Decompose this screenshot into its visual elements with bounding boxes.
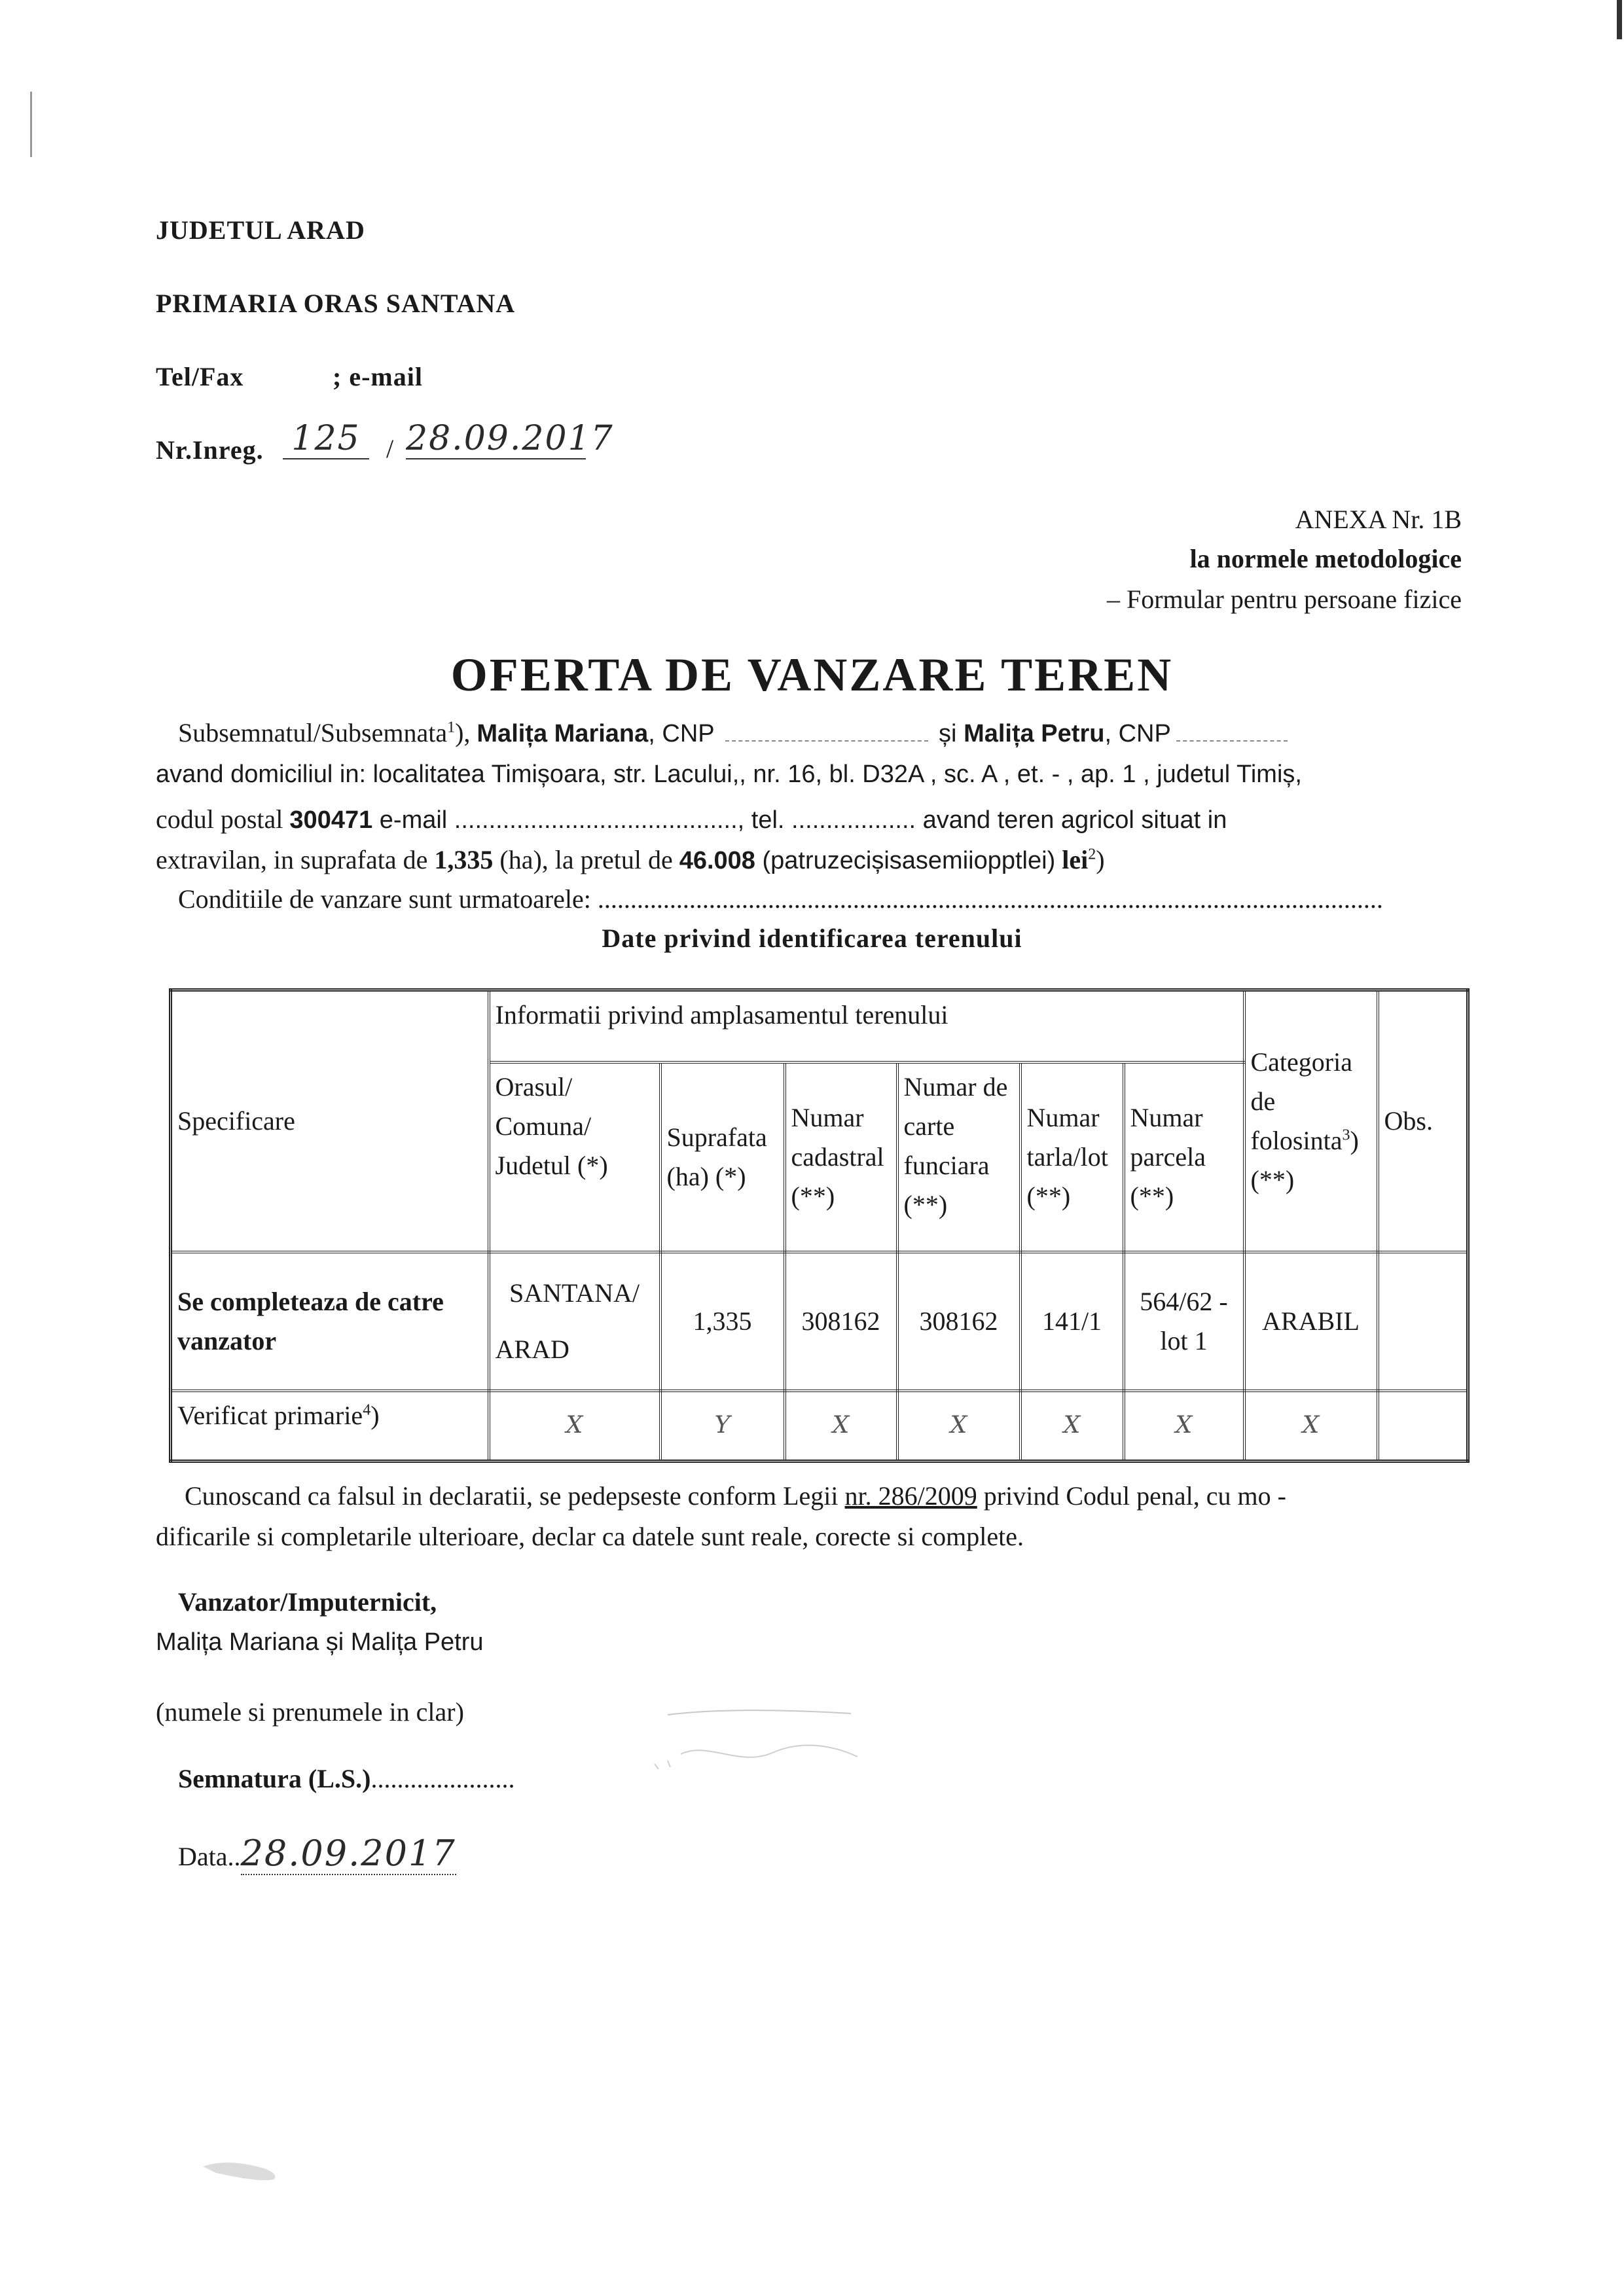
declaration-line-2: dificarile si completarile ulterioare, declar ca datele sunt reale, corecte si complete. xyxy=(156,1522,1024,1551)
categoria-suffix: ) (**) xyxy=(1250,1125,1359,1194)
table-row-verificat xyxy=(171,1391,1468,1462)
townhall-heading: PRIMARIA ORAS SANTANA xyxy=(156,289,516,318)
price-value: 46.008 xyxy=(679,847,755,874)
text-fragment: ) xyxy=(370,1400,380,1430)
cell-suprafata: 1,335 xyxy=(660,1252,785,1391)
cnp-redacted-2 xyxy=(1176,740,1288,742)
col-parcela-header: Numar parcela (**) xyxy=(1124,1062,1244,1252)
info-header: Informatii privind amplasamentul terenului xyxy=(489,990,1244,1062)
signature-line xyxy=(178,1763,514,1794)
col-cadastral-header: Numar cadastral (**) xyxy=(785,1062,897,1252)
paragraph-line-3 xyxy=(156,804,1227,834)
verificat-mark-parcela: X xyxy=(1124,1391,1244,1462)
telfax-label: Tel/Fax xyxy=(156,362,244,391)
paragraph-line-4 xyxy=(156,844,1105,875)
col-suprafata-header: Suprafata (ha) (*) xyxy=(660,1062,785,1252)
clear-name-hint: (numele si prenumele in clar) xyxy=(156,1697,464,1727)
annex-number: ANEXA Nr. 1B xyxy=(1295,505,1462,534)
seller-name-1: Malița Mariana xyxy=(477,720,649,747)
verificat-mark-oras: X xyxy=(489,1391,660,1462)
land-identification-table xyxy=(169,988,1470,1463)
cnp-redacted-1 xyxy=(725,740,928,742)
law-reference: nr. 286/2009 xyxy=(844,1481,977,1511)
currency-label: lei xyxy=(1055,845,1089,874)
verificat-mark-cadastral: X xyxy=(785,1391,897,1462)
annex-norms: la normele metodologice xyxy=(1189,544,1462,573)
verificat-mark-carte: X xyxy=(897,1391,1020,1462)
postal-code-value: 300471 xyxy=(289,806,373,834)
annex-form-type: – Formular pentru persoane fizice xyxy=(1106,584,1462,614)
paragraph-line-1 xyxy=(178,717,1288,748)
scan-smudge xyxy=(196,2153,288,2186)
date-label: Data xyxy=(178,1842,228,1871)
paragraph-line-5: Conditiile de vanzare sunt urmatoarele: ........................................................................................................................ xyxy=(178,884,1383,914)
paragraph-line-2: avand domiciliul in: localitatea Timișoara, str. Lacului,, nr. 16, bl. D32A , sc. A , et. - , ap. 1 , judetul Timiș, xyxy=(156,761,1302,788)
verificat-mark-categoria: X xyxy=(1244,1391,1378,1462)
document-title: OFERTA DE VANZARE TEREN xyxy=(450,649,1174,701)
obs-header: Obs. xyxy=(1378,990,1468,1252)
registration-number-field xyxy=(283,419,369,465)
verificat-mark-obs xyxy=(1378,1391,1468,1462)
footnote-ref-3: 3 xyxy=(1342,1126,1350,1144)
seller-name-2: Malița Petru xyxy=(964,720,1105,747)
row-verificat-label xyxy=(171,1391,489,1462)
price-in-words: (patruzecișisasemiiopptlei) xyxy=(755,847,1056,874)
date-handwritten: 28.09.2017 xyxy=(240,1833,456,1874)
row-vanzator-label: Se completeaza de catre vanzator xyxy=(171,1252,489,1391)
cell-obs xyxy=(1378,1252,1468,1391)
col-tarla-header: Numar tarla/lot (**) xyxy=(1020,1062,1124,1252)
declaration-text-cont: privind Codul penal, cu mo - xyxy=(977,1481,1286,1511)
cell-oras-line-1: SANTANA/ xyxy=(509,1278,640,1308)
text-fragment: ) xyxy=(1096,845,1105,874)
footnote-ref-4: 4 xyxy=(363,1401,371,1419)
scan-artifact-top-right xyxy=(1617,0,1622,39)
section-title: Date privind identificarea terenului xyxy=(602,924,1022,953)
date-line xyxy=(178,1833,456,1874)
declaration-line-1 xyxy=(185,1480,1286,1511)
registration-number-handwritten: 125 xyxy=(283,419,369,459)
footnote-ref-1: 1 xyxy=(447,719,456,736)
subsemnatul-text: Subsemnatul/Subsemnata xyxy=(178,718,448,747)
text-fragment: și xyxy=(931,720,964,747)
table-header-row-1 xyxy=(171,990,1468,1062)
registration-date-handwritten: 28.09.2017 xyxy=(406,419,614,458)
scan-artifact-left xyxy=(30,92,32,157)
county-heading: JUDETUL ARAD xyxy=(156,215,365,245)
col-carte-header: Numar de carte funciara (**) xyxy=(897,1062,1020,1252)
email-tel-text: e-mail ........................................., tel. .................. avand teren agricol situat in xyxy=(372,806,1227,834)
cell-oras xyxy=(489,1252,660,1391)
cnp-label-2: , CNP xyxy=(1104,720,1171,747)
cell-tarla: 141/1 xyxy=(1020,1252,1124,1391)
verificat-text: Verificat primarie xyxy=(177,1400,363,1430)
cell-parcela: 564/62 - lot 1 xyxy=(1124,1252,1244,1391)
seller-names: Malița Mariana și Malița Petru xyxy=(156,1628,484,1656)
declaration-text: Cunoscand ca falsul in declaratii, se pedepseste conform Legii xyxy=(185,1481,845,1511)
col-oras-header: Orasul/ Comuna/ Judetul (*) xyxy=(489,1062,660,1252)
verificat-mark-tarla: X xyxy=(1020,1391,1124,1462)
registration-label: Nr.Inreg. xyxy=(156,435,264,465)
text-fragment: ), xyxy=(455,718,477,747)
email-label: ; e-mail xyxy=(333,362,423,391)
date-dots: .. xyxy=(227,1842,241,1871)
registration-separator: / xyxy=(386,434,394,463)
table-row-vanzator xyxy=(171,1252,1468,1391)
price-label: (ha), la pretul de xyxy=(493,845,679,874)
registration-date-field xyxy=(406,419,614,465)
categoria-text: Categoria de folosinta xyxy=(1250,1047,1352,1155)
area-label: extravilan, in suprafata de xyxy=(156,845,435,874)
area-value: 1,335 xyxy=(434,845,494,874)
footnote-ref-2: 2 xyxy=(1088,846,1096,863)
verificat-mark-suprafata: Y xyxy=(660,1391,785,1462)
cnp-label-1: , CNP xyxy=(648,720,721,747)
cell-categoria: ARABIL xyxy=(1244,1252,1378,1391)
cell-cadastral: 308162 xyxy=(785,1252,897,1391)
signature-dots: ...................... xyxy=(370,1764,515,1793)
cell-carte: 308162 xyxy=(897,1252,1020,1391)
categoria-header xyxy=(1244,990,1378,1252)
specificare-header: Specificare xyxy=(171,990,489,1252)
signature-scribble xyxy=(641,1702,903,1787)
postal-code-label: codul postal xyxy=(156,804,290,834)
seller-label: Vanzator/Imputernicit, xyxy=(178,1587,437,1617)
cell-oras-line-2: ARAD xyxy=(495,1334,569,1364)
signature-label: Semnatura (L.S.) xyxy=(178,1764,371,1793)
